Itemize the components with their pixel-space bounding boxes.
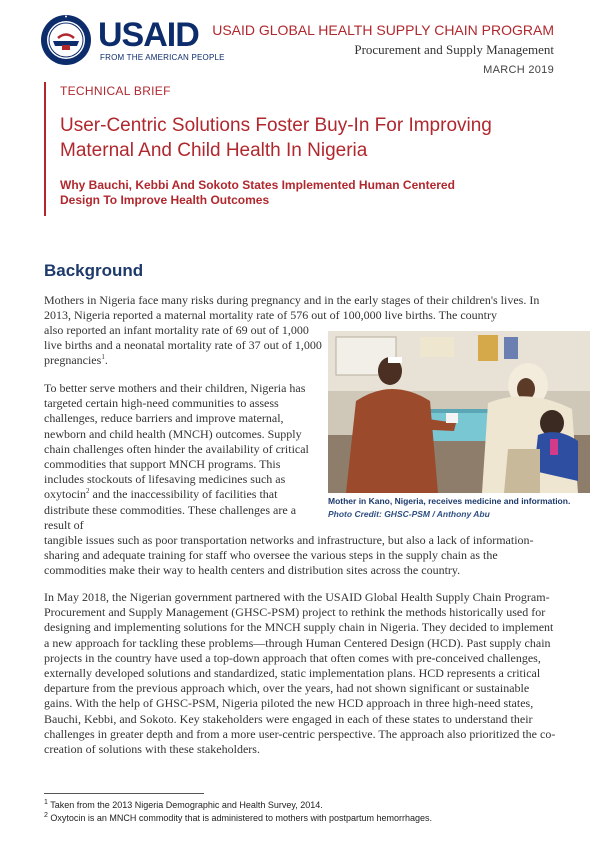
- footnote-1: [44, 800, 323, 810]
- brief-label: TECHNICAL BRIEF: [60, 84, 171, 98]
- paragraph-1-text: also reported an infant mortality rate of 69 out of 1,000 live births and a neonatal mortality rate of 37 out of 1,000 pregnancies: [44, 323, 322, 368]
- paragraph-2-full: tangible issues such as poor transportation networks and infrastructure, but also a lack of information-sharing and adequate training for staff who oversee the various steps in the supply chain as the commodities make their way to health centers and distribution sites across the country.: [44, 533, 534, 578]
- footnote-1-text: Taken from the 2013 Nigeria Demographic and Health Survey, 2014.: [47, 800, 323, 810]
- footnote-1-mark: 1: [44, 799, 48, 806]
- clinic-photo: [328, 331, 590, 493]
- usaid-logo-wordmark: USAID: [98, 16, 199, 54]
- paragraph-3: In May 2018, the Nigerian government partnered with the USAID Global Health Supply Chain Program-Procurement and Supply Management (GHSC-PSM) project to rethink the methods historically used for designing and implementing solutions for the MNCH supply chain in Nigeria. They decided to implement a new approach for tackling these problems—through Human Centered Design (HCD). Past supply chain projects in the country have used a top-down approach that often comes with pre-conceived challenges, externally developed solutions and standardized, static implementation plans. HCD represents a critical departure from the previous approach which, over the years, had not shown significant or sustainable gains. With the help of GHSC-PSM, Nigeria piloted the new HCD approach in three high-need states, Bauchi, Kebbi, and Sokoto. Key stakeholders were engaged in each of these states to understand their challenges in greater depth and from a more user-centric perspective. The approach also prioritized the co-creation of solutions with these stakeholders.: [44, 590, 556, 757]
- document-subtitle: [60, 178, 540, 208]
- paragraph-1-intro: Mothers in Nigeria face many risks during pregnancy and in the early stages of their children's lives. In 2013, Nigeria reported a maternal mortality rate of 576 out of 100,000 live births. The country: [44, 293, 540, 323]
- section-heading: Background: [44, 261, 144, 280]
- photo-credit: Photo Credit: GHSC-PSM / Anthony Abu: [328, 509, 490, 519]
- usaid-seal-icon: [40, 14, 92, 66]
- photo-caption: Mother in Kano, Nigeria, receives medicine and information.: [328, 496, 571, 506]
- paragraph-2-text-a: To better serve mothers and their children, Nigeria has targeted certain high-need communities to assess challenges, reduce barriers and improve maternal, newborn and child health (MNCH) outcomes. Supply chain challenges often hinder the availability of critical commodities that support MNCH programs. This includes stockouts of lifesaving medicines such as oxytocin: [44, 381, 309, 502]
- usaid-logo-tagline: FROM THE AMERICAN PEOPLE: [100, 53, 225, 62]
- footnote-ref-2[interactable]: 2: [86, 487, 90, 496]
- program-subtitle: Procurement and Supply Management: [354, 42, 554, 57]
- title-line-2: Maternal And Child Health In Nigeria: [60, 140, 368, 161]
- footnote-2-text: Oxytocin is an MNCH commodity that is administered to mothers with postpartum hemorrhages.: [47, 813, 433, 823]
- publication-date: MARCH 2019: [483, 64, 554, 76]
- footnote-2-mark: 2: [44, 812, 48, 819]
- footnote-2: [44, 813, 432, 823]
- accent-bar: [44, 82, 46, 216]
- paragraph-1-end: .: [104, 353, 108, 368]
- paragraph-1-continued: [44, 323, 324, 369]
- program-title: USAID GLOBAL HEALTH SUPPLY CHAIN PROGRAM: [212, 22, 554, 38]
- subtitle-line-1: Why Bauchi, Kebbi And Sokoto States Implemented Human Centered: [60, 178, 455, 192]
- footnote-divider: [44, 793, 204, 794]
- paragraph-2-column: [44, 381, 322, 533]
- paragraph-2-text-b: and the inaccessibility of facilities that distribute these commodities. These challenges are a result of: [44, 487, 297, 532]
- document-title: [60, 113, 560, 163]
- subtitle-line-2: Design To Improve Health Outcomes: [60, 193, 270, 207]
- footnote-ref-1[interactable]: 1: [101, 353, 105, 362]
- title-line-1: User-Centric Solutions Foster Buy-In For Improving: [60, 115, 492, 136]
